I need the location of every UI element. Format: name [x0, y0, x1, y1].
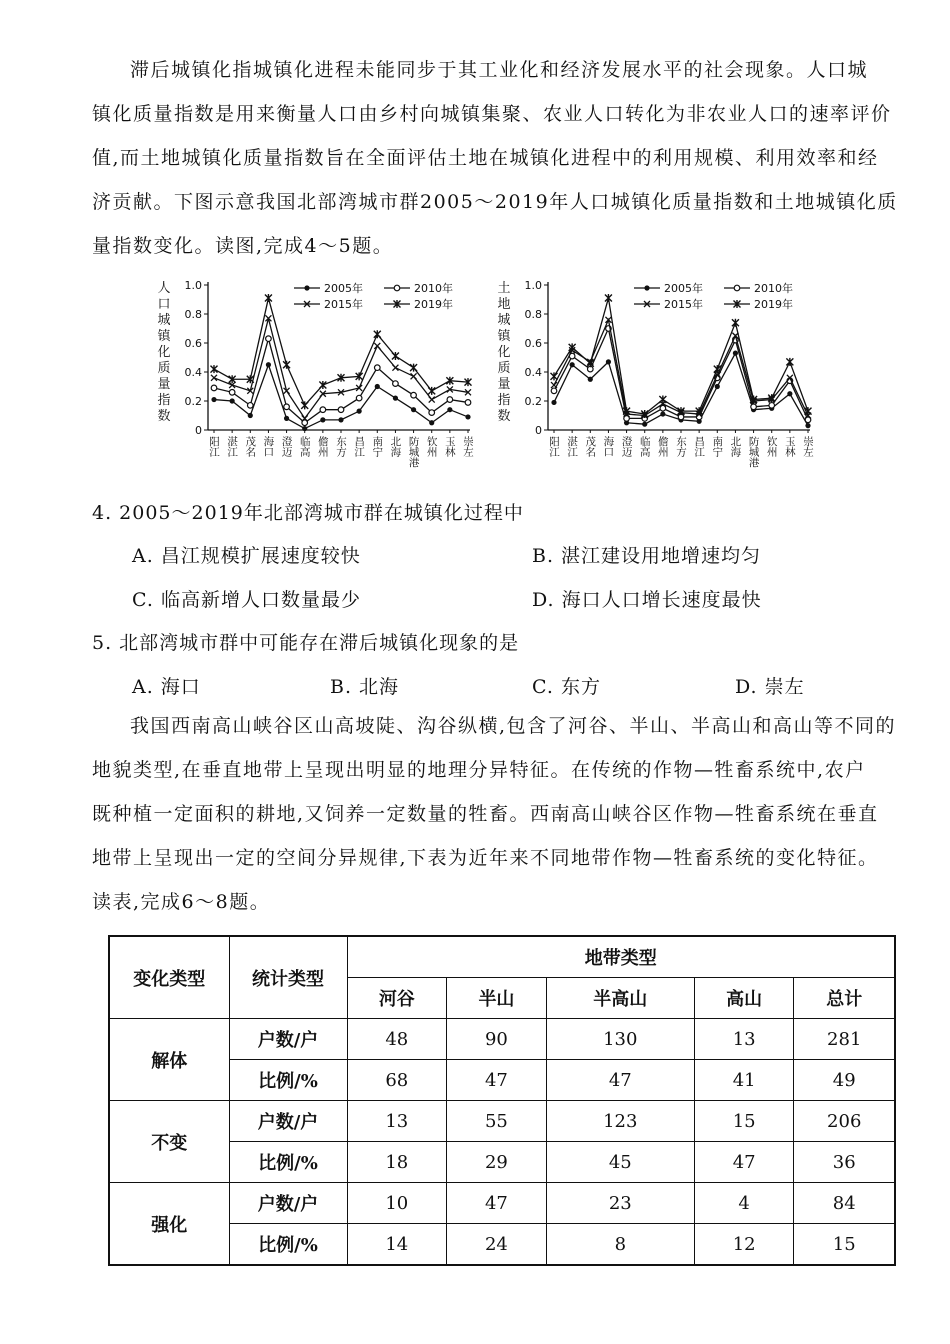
q5-option-b: B. 北海 [330, 676, 400, 698]
data-point [284, 404, 290, 410]
data-point [248, 413, 253, 418]
y-axis-label-char: 质 [497, 361, 511, 376]
data-point [320, 417, 325, 422]
data-point [411, 373, 417, 379]
intro1-line: 镇化质量指数是用来衡量人口由乡村向城镇集聚、农业人口转化为非农业人口的速率评价 [92, 103, 892, 125]
data-point [265, 294, 272, 302]
intro2-line: 读表,完成6～8题。 [92, 891, 271, 913]
intro1-line: 值,而土地城镇化质量指数旨在全面评估土地在城镇化进程中的利用规模、利用效率和经 [92, 147, 879, 169]
y-tick-label: 0.2 [184, 395, 202, 408]
zone-header: 河谷 [347, 978, 447, 1019]
y-tick-label: 0.4 [524, 366, 542, 379]
table-cell: 123 [546, 1101, 694, 1142]
x-tick-label: 儋州 [656, 436, 669, 457]
table-cell: 36 [794, 1142, 895, 1183]
q5-option-c: C. 东方 [532, 676, 601, 698]
data-point [211, 385, 217, 391]
data-point [660, 411, 665, 416]
legend-label: 2015年 [324, 298, 363, 311]
table-cell: 14 [347, 1224, 447, 1266]
y-axis-label-char: 化 [497, 345, 511, 360]
stat-label: 户数/户 [229, 1101, 347, 1142]
data-point [447, 407, 452, 412]
group-label: 不变 [109, 1101, 229, 1183]
data-point [429, 420, 434, 425]
table-cell: 4 [694, 1183, 794, 1224]
y-axis-label-char: 数 [157, 409, 171, 424]
data-point [551, 388, 557, 394]
y-axis-label-char: 量 [157, 377, 171, 392]
stat-label: 户数/户 [229, 1183, 347, 1224]
data-point [410, 364, 417, 372]
legend-marker [644, 285, 649, 290]
x-tick-label: 澄迈 [620, 436, 633, 457]
y-axis-label-char: 化 [157, 345, 171, 360]
data-point [356, 395, 362, 401]
table-cell: 41 [694, 1060, 794, 1101]
table-header-row [109, 936, 895, 978]
data-point [284, 416, 289, 421]
data-point [428, 387, 435, 395]
data-point [302, 426, 307, 431]
y-axis-label-char: 城 [497, 313, 511, 328]
group-label: 解体 [109, 1019, 229, 1101]
intro-paragraph-2 [92, 704, 897, 924]
data-point [393, 381, 399, 387]
x-tick-label: 茂名 [244, 436, 257, 457]
x-tick-label: 澄迈 [280, 436, 293, 457]
data-point [211, 375, 217, 381]
data-point [266, 336, 272, 342]
intro2-line: 地带上呈现出一定的空间分异规律,下表为近年来不同地带作物—牲畜系统的变化特征。 [92, 847, 879, 869]
intro1-line: 滞后城镇化指城镇化进程未能同步于其工业化和经济发展水平的社会现象。人口城 [130, 59, 869, 81]
y-tick-label: 0.6 [184, 337, 202, 350]
header-zone-type: 地带类型 [347, 936, 895, 978]
x-tick-label: 昌江 [693, 436, 706, 457]
y-axis-label-char: 量 [497, 377, 511, 392]
x-tick-label: 钦州 [765, 436, 778, 457]
table-row [109, 1101, 895, 1142]
data-point [447, 397, 453, 403]
x-tick-label: 儋州 [316, 436, 329, 457]
x-tick-label: 北海 [389, 436, 402, 457]
y-tick-label: 0.8 [184, 308, 202, 321]
data-point [429, 410, 435, 416]
table-row [109, 1183, 895, 1224]
table-cell: 49 [794, 1060, 895, 1101]
table-cell: 206 [794, 1101, 895, 1142]
data-point [230, 398, 235, 403]
y-axis-label-char: 指 [157, 393, 171, 408]
data-point [393, 396, 398, 401]
land-urbanization-chart [490, 270, 820, 485]
data-point [733, 351, 738, 356]
x-tick-label: 玉林 [783, 436, 796, 457]
intro-paragraph-1 [92, 48, 898, 268]
table-cell: 8 [546, 1224, 694, 1266]
stat-label: 户数/户 [229, 1019, 347, 1060]
y-axis-label-char: 镇 [157, 329, 171, 344]
group-label: 强化 [109, 1183, 229, 1266]
data-point [751, 404, 757, 410]
population-urbanization-chart [150, 270, 480, 485]
q4-option-d: D. 海口人口增长速度最快 [532, 589, 762, 611]
y-tick-label: 1.0 [184, 279, 202, 292]
table-cell: 13 [694, 1019, 794, 1060]
table-cell: 24 [447, 1224, 547, 1266]
zone-header: 半高山 [546, 978, 694, 1019]
data-point [320, 407, 326, 413]
table-cell: 55 [447, 1101, 547, 1142]
q4-option-c: C. 临高新增人口数量最少 [132, 589, 361, 611]
table-cell: 12 [694, 1224, 794, 1266]
intro1-line: 济贡献。下图示意我国北部湾城市群2005～2019年人口城镇化质量指数和土地城镇化质 [92, 191, 898, 213]
data-point [374, 365, 380, 371]
table-cell: 15 [694, 1101, 794, 1142]
data-point [605, 294, 612, 302]
data-point [787, 391, 792, 396]
y-tick-label: 0 [195, 424, 202, 437]
data-point [375, 384, 380, 389]
y-axis-label-char: 指 [497, 393, 511, 408]
data-point [769, 403, 775, 409]
y-tick-label: 0.6 [524, 337, 542, 350]
data-point [266, 362, 271, 367]
table-row [109, 1019, 895, 1060]
table-cell: 23 [546, 1183, 694, 1224]
table-cell: 29 [447, 1142, 547, 1183]
question-4-stem: 4. 2005～2019年北部湾城市群在城镇化过程中 [92, 502, 524, 524]
data-point [551, 372, 558, 380]
legend-label: 2005年 [664, 282, 703, 295]
x-tick-label: 北海 [729, 436, 742, 457]
crop-livestock-table [108, 935, 896, 1266]
q4-option-a: A. 昌江规模扩展速度较快 [132, 545, 361, 567]
header-change-type: 变化类型 [109, 936, 229, 1019]
x-tick-label: 茂名 [584, 436, 597, 457]
x-tick-label: 阳江 [548, 436, 560, 457]
data-point [392, 365, 398, 371]
stat-label: 比例/% [229, 1060, 347, 1101]
table-cell: 48 [347, 1019, 447, 1060]
x-tick-label: 钦州 [425, 436, 438, 457]
data-point [338, 417, 343, 422]
data-point [659, 396, 666, 404]
y-tick-label: 0 [535, 424, 542, 437]
y-tick-label: 1.0 [524, 279, 542, 292]
x-tick-label: 南宁 [711, 436, 724, 457]
question-5-stem: 5. 北部湾城市群中可能存在滞后城镇化现象的是 [92, 632, 520, 654]
table-cell: 281 [794, 1019, 895, 1060]
y-axis-label-char: 土 [497, 281, 511, 296]
data-point [465, 414, 470, 419]
legend-label: 2005年 [324, 282, 363, 295]
zone-header: 总计 [794, 978, 895, 1019]
table-cell: 47 [447, 1060, 547, 1101]
zone-header: 高山 [694, 978, 794, 1019]
x-tick-label: 海口 [602, 436, 615, 457]
x-tick-label: 南宁 [371, 436, 384, 457]
stat-label: 比例/% [229, 1142, 347, 1183]
y-axis-label-char: 口 [157, 297, 171, 312]
table-cell: 13 [347, 1101, 447, 1142]
data-point [732, 319, 739, 327]
data-point [570, 362, 575, 367]
zone-header: 半山 [447, 978, 547, 1019]
y-tick-label: 0.2 [524, 395, 542, 408]
q5-option-a: A. 海口 [132, 676, 201, 698]
x-tick-label: 防城港 [747, 436, 760, 468]
data-point [551, 400, 556, 405]
data-point [715, 384, 720, 389]
data-point [429, 397, 435, 403]
y-axis-label-char: 城 [157, 313, 171, 328]
intro1-line: 量指数变化。读图,完成4～5题。 [92, 235, 394, 257]
data-point [301, 401, 308, 409]
data-point [392, 352, 399, 360]
table-cell: 18 [347, 1142, 447, 1183]
data-point [357, 409, 362, 414]
table-cell: 45 [546, 1142, 694, 1183]
intro2-line: 既种植一定面积的耕地,又饲养一定数量的牲畜。西南高山峡谷区作物—牲畜系统在垂直 [92, 803, 879, 825]
data-point [606, 359, 611, 364]
x-tick-label: 临高 [638, 436, 651, 457]
legend-marker [734, 285, 740, 291]
table-cell: 84 [794, 1183, 895, 1224]
data-point [411, 407, 416, 412]
header-stat-type: 统计类型 [229, 936, 347, 1019]
data-point [338, 407, 344, 413]
y-axis-label-char: 地 [497, 297, 511, 312]
data-point [374, 343, 380, 349]
intro2-line: 我国西南高山峡谷区山高坡陡、沟谷纵横,包含了河谷、半山、半高山和高山等不同的 [130, 715, 897, 737]
data-point [642, 422, 647, 427]
legend-marker [304, 285, 309, 290]
data-point [588, 377, 593, 382]
y-tick-label: 0.8 [524, 308, 542, 321]
intro2-line: 地貌类型,在垂直地带上呈现出明显的地理分异特征。在传统的作物—牲畜系统中,农户 [92, 759, 866, 781]
data-point [211, 365, 218, 373]
data-point [374, 330, 381, 338]
legend-label: 2010年 [414, 282, 453, 295]
x-tick-label: 海口 [262, 436, 275, 457]
data-point [551, 382, 557, 388]
q4-option-b: B. 湛江建设用地增速均匀 [532, 545, 762, 567]
x-tick-label: 防城港 [407, 436, 420, 468]
data-point [247, 403, 253, 409]
x-tick-label: 东方 [675, 436, 687, 457]
x-tick-label: 湛江 [566, 436, 579, 457]
legend-label: 2015年 [664, 298, 703, 311]
table-cell: 15 [794, 1224, 895, 1266]
data-point [211, 397, 216, 402]
x-tick-label: 昌江 [353, 436, 366, 457]
legend-marker [394, 285, 400, 291]
legend-label: 2010年 [754, 282, 793, 295]
x-tick-label: 临高 [298, 436, 311, 457]
x-tick-label: 崇左 [802, 436, 814, 457]
y-tick-label: 0.4 [184, 366, 202, 379]
data-point [319, 381, 326, 389]
legend-label: 2019年 [754, 298, 793, 311]
legend-label: 2019年 [414, 298, 453, 311]
data-point [229, 390, 235, 396]
x-tick-label: 阳江 [208, 436, 220, 457]
stat-label: 比例/% [229, 1224, 347, 1266]
table-cell: 10 [347, 1183, 447, 1224]
table-cell: 68 [347, 1060, 447, 1101]
data-point [465, 400, 471, 406]
table-cell: 47 [447, 1183, 547, 1224]
data-point [283, 361, 290, 369]
y-axis-label-char: 数 [497, 409, 511, 424]
q5-option-d: D. 崇左 [735, 676, 805, 698]
table-cell: 47 [546, 1060, 694, 1101]
y-axis-label-char: 质 [157, 361, 171, 376]
x-tick-label: 玉林 [443, 436, 456, 457]
data-point [786, 358, 793, 366]
table-cell: 90 [447, 1019, 547, 1060]
y-axis-label-char: 人 [157, 281, 171, 296]
data-point [411, 392, 417, 398]
x-tick-label: 崇左 [462, 436, 474, 457]
x-tick-label: 东方 [335, 436, 347, 457]
data-point [805, 423, 810, 428]
x-tick-label: 湛江 [226, 436, 239, 457]
y-axis-label-char: 镇 [497, 329, 511, 344]
table-cell: 47 [694, 1142, 794, 1183]
table-cell: 130 [546, 1019, 694, 1060]
